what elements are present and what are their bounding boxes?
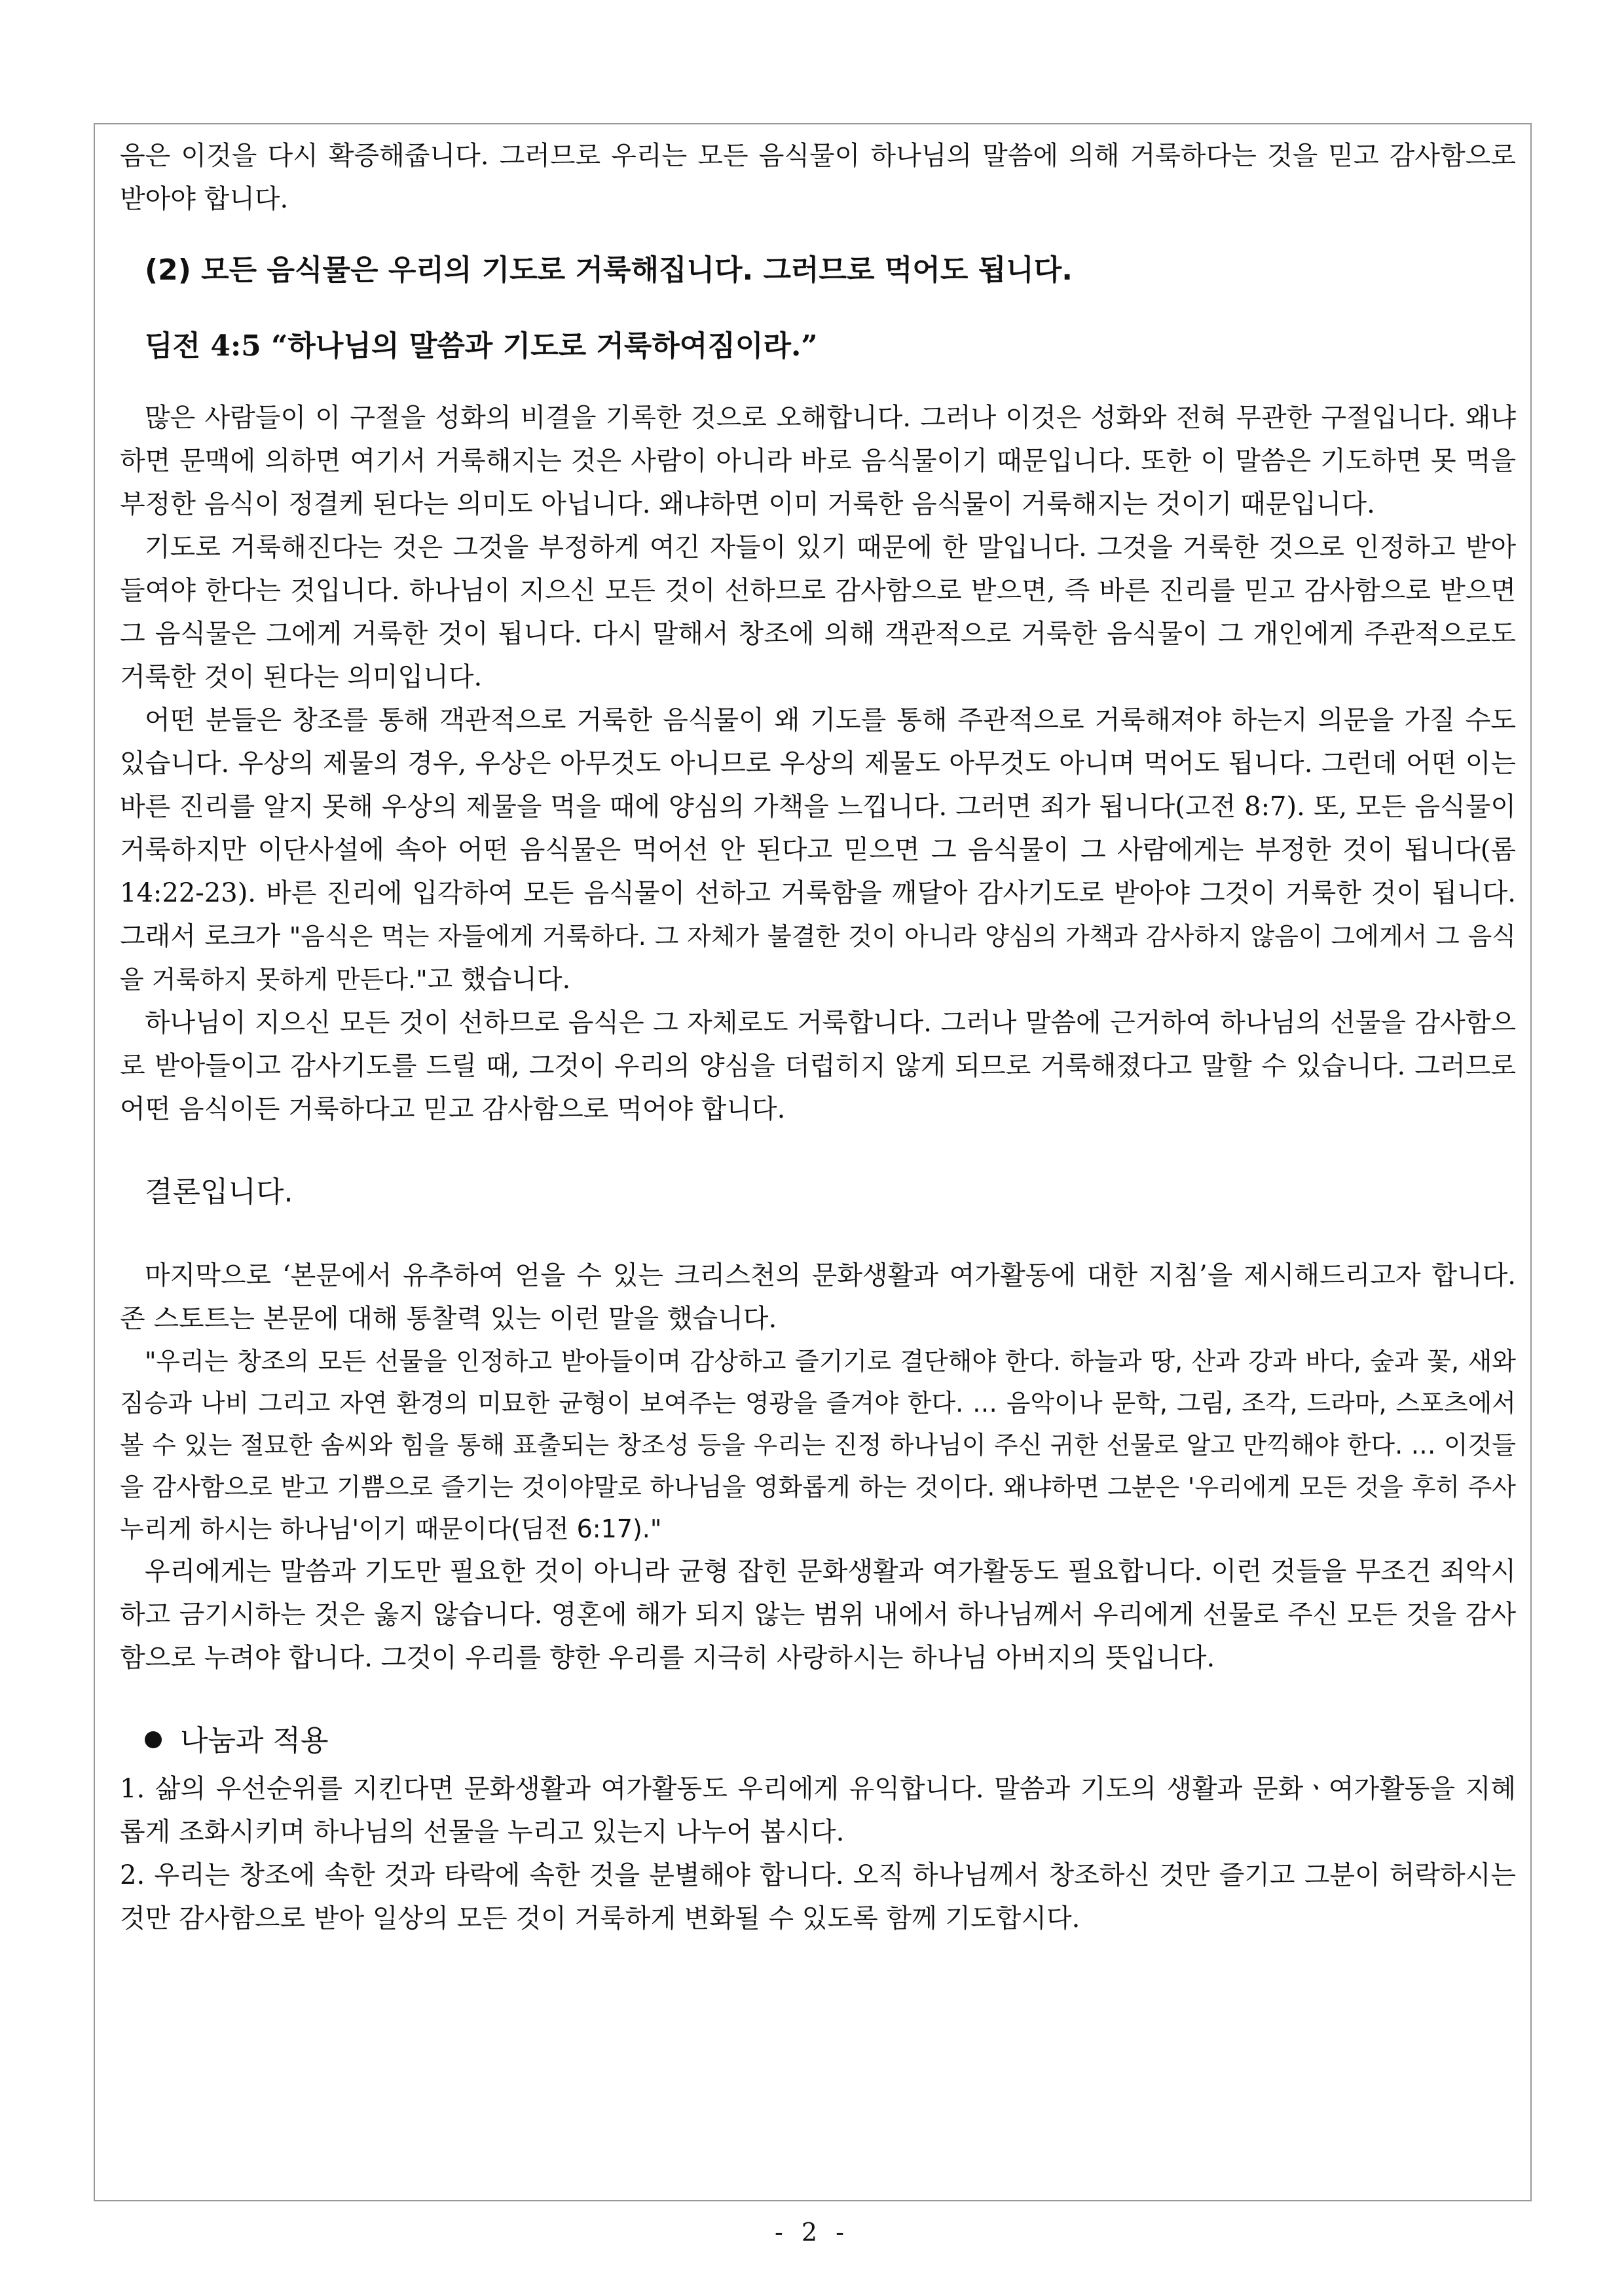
- section-heading-2: (2) 모든 음식물은 우리의 기도로 거룩해집니다. 그러므로 먹어도 됩니다.: [145, 253, 1073, 287]
- sharing-heading: [120, 1715, 1516, 1767]
- paragraph-idol-sacrifice-end: 고 했습니다.: [427, 964, 571, 995]
- paragraph-idol-sacrifice: [120, 699, 1516, 1001]
- locke-quote: "음식은 먹는 자들에게 거룩하다. 그 자체가 불결한 것이 아니라 양심의 가책과 감사하지 않음이 그에게서 그 음식을 거룩하지 못하게 만든다.": [120, 922, 1516, 994]
- paragraph-prayer: 기도로 거룩해진다는 것은 그것을 부정하게 여긴 자들이 있기 때문에 한 말입니다. 그것을 거룩한 것으로 인정하고 받아들여야 한다는 것입니다. 하나님이 지으신 모든 것이 선하므로 감사함으로 받으면, 즉 바른 진리를 믿고 감사함으로 받으면 그 음식물은 그에게 거룩한 것이 됩니다. 다시 말해서 창조에 의해 객관적으로 거룩한 음식물이 그 개인에게 주관적으로도 거룩한 것이 된다는 의미입니다.: [120, 532, 1516, 692]
- sharing-item-2: 2. 우리는 창조에 속한 것과 타락에 속한 것을 분별해야 합니다. 오직 하나님께서 창조하신 것만 즐기고 그분이 허락하시는 것만 감사함으로 받아 일상의 모든 것이 거룩하게 변화될 수 있도록 함께 기도합시다.: [120, 1860, 1516, 1934]
- sharing-title: 나눔과 적용: [180, 1724, 329, 1757]
- conclusion-heading: 결론입니다.: [145, 1175, 293, 1209]
- paragraph-misunderstanding: 많은 사람들이 이 구절을 성화의 비결을 기록한 것으로 오해합니다. 그러나 이것은 성화와 전혀 무관한 구절입니다. 왜냐하면 문맥에 의하면 여기서 거룩해지는 것은 사람이 아니라 바로 음식물이기 때문입니다. 또한 이 말씀은 기도하면 못 먹을 부정한 음식이 정결케 된다는 의미도 아닙니다. 왜냐하면 이미 거룩한 음식물이 거룩해지는 것이기 때문입니다.: [120, 403, 1516, 519]
- paragraph-conclusion-intro: 마지막으로 ‘본문에서 유추하여 얻을 수 있는 크리스천의 문화생활과 여가활동에 대한 지침’을 제시해드리고자 합니다. 존 스토트는 본문에 대해 통찰력 있는 이런 말을 했습니다.: [120, 1260, 1516, 1334]
- page-number: - 2 -: [774, 2218, 849, 2247]
- bible-verse: 딤전 4:5 “하나님의 말씀과 기도로 거룩하여짐이라.”: [145, 329, 818, 363]
- bullet-icon: [145, 1731, 162, 1748]
- sharing-item-1: 1. 삶의 우선순위를 지킨다면 문화생활과 여가활동도 우리에게 유익합니다. 말씀과 기도의 생활과 문화ㆍ여가활동을 지혜롭게 조화시키며 하나님의 선물을 누리고 있는지 나누어 봅시다.: [120, 1774, 1516, 1847]
- paragraph-idol-sacrifice-text: 어떤 분들은 창조를 통해 객관적으로 거룩한 음식물이 왜 기도를 통해 주관적으로 거룩해져야 하는지 의문을 가질 수도 있습니다. 우상의 제물의 경우, 우상은 아무것도 아니므로 우상의 제물도 아무것도 아니며 먹어도 됩니다. 그런데 어떤 이는 바른 진리를 알지 못해 우상의 제물을 먹을 때에 양심의 가책을 느낍니다. 그러면 죄가 됩니다(고전 8:7). 또, 모든 음식물이 거룩하지만 이단사설에 속아 어떤 음식물은 먹어선 안 된다고 믿으면 그 음식물이 그 사람에게는 부정한 것이 됩니다(롬 14:22-23). 바른 진리에 입각하여 모든 음식물이 선하고 거룩함을 깨달아 감사기도로 받아야 그것이 거룩한 것이 됩니다. 그래서 로크가: [120, 705, 1516, 951]
- john-stott-quote: "우리는 창조의 모든 선물을 인정하고 받아들이며 감상하고 즐기기로 결단해야 한다. 하늘과 땅, 산과 강과 바다, 숲과 꽃, 새와 짐승과 나비 그리고 자연 환경의 미묘한 균형이 보여주는 영광을 즐겨야 한다. … 음악이나 문학, 그림, 조각, 드라마, 스포츠에서 볼 수 있는 절묘한 솜씨와 힘을 통해 표출되는 창조성 등을 우리는 진정 하나님이 주신 귀한 선물로 알고 만끽해야 한다. … 이것들을 감사함으로 받고 기쁨으로 즐기는 것이야말로 하나님을 영화롭게 하는 것이다. 왜냐하면 그분은 '우리에게 모든 것을 후히 주사 누리게 하시는 하나님'이기 때문이다(딤전 6:17).": [120, 1347, 1516, 1543]
- page-frame: [94, 123, 1532, 2201]
- paragraph-continuation: 음은 이것을 다시 확증해줍니다. 그러므로 우리는 모든 음식물이 하나님의 말씀에 의해 거룩하다는 것을 믿고 감사함으로 받아야 합니다.: [120, 141, 1516, 214]
- paragraph-balance: 우리에게는 말씀과 기도만 필요한 것이 아니라 균형 잡힌 문화생활과 여가활동도 필요합니다. 이런 것들을 무조건 죄악시하고 금기시하는 것은 옳지 않습니다. 영혼에 해가 되지 않는 범위 내에서 하나님께서 우리에게 선물로 주신 모든 것을 감사함으로 누려야 합니다. 그것이 우리를 향한 우리를 지극히 사랑하시는 하나님 아버지의 뜻입니다.: [120, 1556, 1516, 1673]
- paragraph-food-holy: 하나님이 지으신 모든 것이 선하므로 음식은 그 자체로도 거룩합니다. 그러나 말씀에 근거하여 하나님의 선물을 감사함으로 받아들이고 감사기도를 드릴 때, 그것이 우리의 양심을 더럽히지 않게 되므로 거룩해졌다고 말할 수 있습니다. 그러므로 어떤 음식이든 거룩하다고 믿고 감사함으로 먹어야 합니다.: [120, 1008, 1516, 1124]
